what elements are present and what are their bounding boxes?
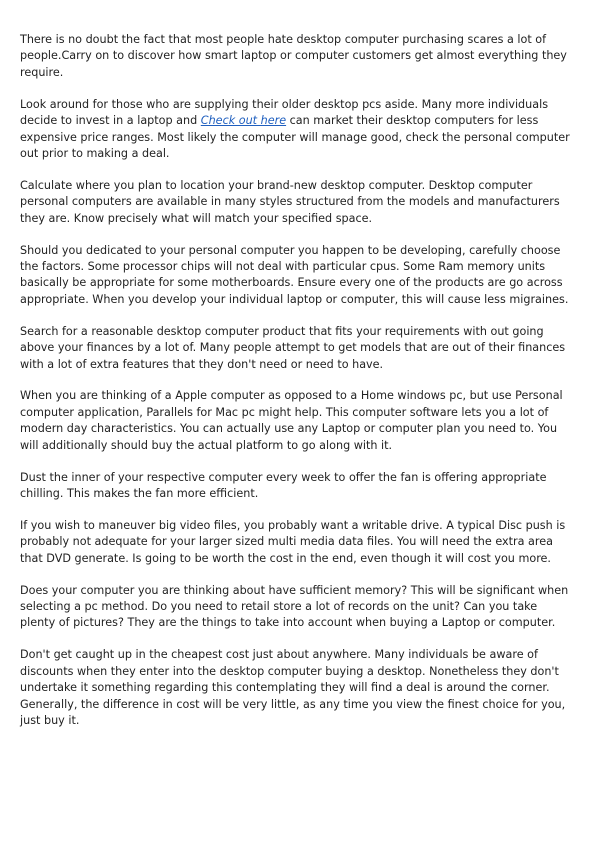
paragraph-5: Search for a reasonable desktop computer product that fits your requirements with out going above your finances by a lot of. Many people attempt to get models that are out of their finances with a lot of extra features that they don't need or need to have. [20, 324, 566, 371]
paragraph-2 [20, 97, 572, 163]
paragraph-3: Calculate where you plan to location your brand-new desktop computer. Desktop computer personal computers are available in many styles structured from the models and manufacturers they are. Know precisely what will match your specified space. [20, 178, 560, 225]
paragraph-6: When you are thinking of a Apple computer as opposed to a Home windows pc, but use Personal computer application, Parallels for Mac pc might help. This computer software lets you a lot of modern day characteristics. You can actually use any Laptop or computer plan you need to. You will additionally should buy the actual platform to go along with it. [20, 389, 563, 452]
paragraph-1: There is no doubt the fact that most people hate desktop computer purchasing scares a lot of people.Carry on to discover how smart laptop or computer customers get almost everything they require. [20, 33, 567, 79]
paragraph-4: Should you dedicated to your personal computer you happen to be developing, carefully choose the factors. Some processor chips will not deal with particular cpus. Some Ram memory units basically be appropriate for some motherboards. Ensure every one of the products are go across appropriate. When you develop your individual laptop or computer, this will cause less migraines. [20, 243, 569, 306]
paragraph-2-text-before: Look around for those who are supplying their older desktop pcs aside. Many more individuals decide to invest in a laptop and [20, 97, 549, 128]
check-out-here-link[interactable]: Check out here [200, 114, 287, 128]
paragraph-9: Does your computer you are thinking about have sufficient memory? This will be significant when selecting a pc method. Do you need to retail store a lot of records on the unit? Can you take plenty of pictures? They are the things to take into account when buying a Laptop or computer. [20, 583, 569, 630]
paragraph-8: If you wish to maneuver big video files, you probably want a writable drive. A typical Disc push is probably not adequate for your larger sized multi media data files. You will need the extra area that DVD generate. Is going to be worth the cost in the end, even though it will cost you more. [20, 518, 566, 565]
paragraph-10: Don't get caught up in the cheapest cost just about anywhere. Many individuals be aware of discounts when they enter into the desktop computer buying a desktop. Nonetheless they don't undertake it something regarding this contemplating they will find a deal is around the corner. Generally, the difference in cost will be very little, as any time you view the finest choice for you, just buy it. [20, 648, 566, 727]
paragraph-2-text-after: can market their desktop computers for less expensive price ranges. Most likely the computer will manage good, check the personal computer out prior to making a deal. [20, 114, 570, 160]
paragraph-7: Dust the inner of your respective computer every week to offer the fan is offering appropriate chilling. This makes the fan more efficient. [20, 470, 547, 500]
